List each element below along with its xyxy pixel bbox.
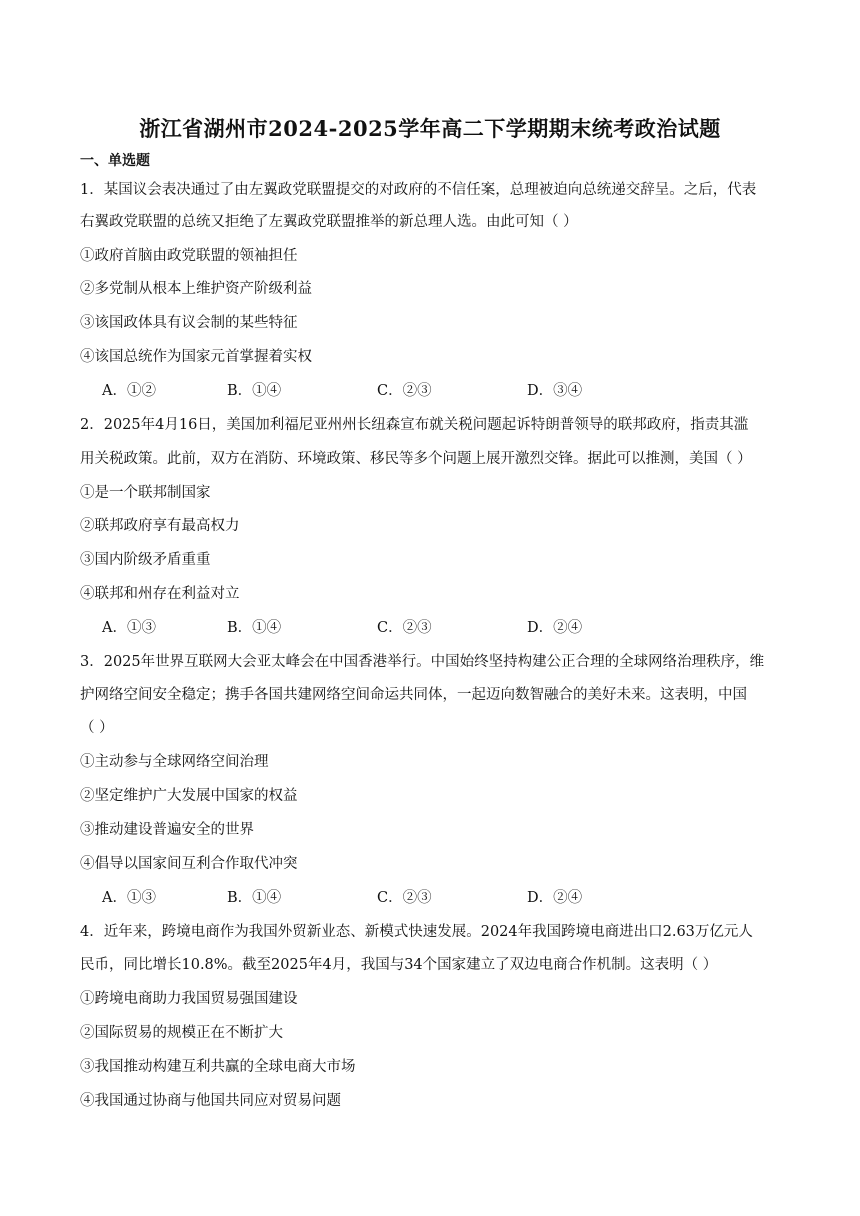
question-1-stem-line: 1．某国议会表决通过了由左翼政党联盟提交的对政府的不信任案，总理被迫向总统递交辞呈。之后，代表 — [80, 182, 757, 198]
question-2-option: ①是一个联邦制国家 — [80, 485, 211, 501]
choice-a: A．①③ — [102, 890, 156, 906]
question-4-option: ①跨境电商助力我国贸易强国建设 — [80, 991, 298, 1007]
choice-c: C．②③ — [377, 890, 432, 906]
question-4-stem-line: 民币，同比增长10.8%。截至2025年4月，我国与34个国家建立了双边电商合作机制。这表明（ ） — [80, 957, 718, 973]
question-4-option: ②国际贸易的规模正在不断扩大 — [80, 1025, 283, 1041]
choice-c: C．②③ — [377, 620, 432, 636]
question-2-option: ②联邦政府享有最高权力 — [80, 518, 240, 534]
question-1-option: ①政府首脑由政党联盟的领袖担任 — [80, 248, 298, 264]
question-3-option: ③推动建设普遍安全的世界 — [80, 822, 254, 838]
question-3-stem-line: 3．2025年世界互联网大会亚太峰会在中国香港举行。中国始终坚持构建公正合理的全球网络治理秩序，维 — [80, 654, 765, 670]
question-2-stem-line: 2．2025年4月16日，美国加利福尼亚州州长纽森宣布就关税问题起诉特朗普领导的联邦政府，指责其滥 — [80, 417, 749, 433]
question-1-stem-line: 右翼政党联盟的总统又拒绝了左翼政党联盟推举的新总理人选。由此可知（ ） — [80, 214, 578, 230]
question-1-option: ②多党制从根本上维护资产阶级利益 — [80, 281, 312, 297]
question-3-stem-line: （ ） — [80, 720, 114, 736]
choice-a: A．①② — [102, 383, 156, 399]
choice-d: D．②④ — [527, 890, 583, 906]
question-3-option: ②坚定维护广大发展中国家的权益 — [80, 788, 298, 804]
question-3-option: ④倡导以国家间互利合作取代冲突 — [80, 856, 298, 872]
question-3-stem-line: 护网络空间安全稳定；携手各国共建网络空间命运共同体，一起迈向数智融合的美好未来。这表明，中国 — [80, 687, 747, 703]
question-1-option: ③该国政体具有议会制的某些特征 — [80, 315, 298, 331]
choice-d: D．②④ — [527, 620, 583, 636]
question-3-option: ①主动参与全球网络空间治理 — [80, 754, 269, 770]
question-2-option: ④联邦和州存在利益对立 — [80, 586, 240, 602]
question-4-stem-line: 4．近年来，跨境电商作为我国外贸新业态、新模式快速发展。2024年我国跨境电商进出口2.63万亿元人 — [80, 924, 753, 940]
section-heading: 一、单选题 — [80, 153, 150, 169]
question-2-option: ③国内阶级矛盾重重 — [80, 552, 211, 568]
question-2-stem-line: 用关税政策。此前，双方在消防、环境政策、移民等多个问题上展开激烈交锋。据此可以推测，美国（ ） — [80, 451, 752, 467]
choice-d: D．③④ — [527, 383, 583, 399]
choice-a: A．①③ — [102, 620, 156, 636]
question-4-option: ③我国推动构建互利共赢的全球电商大市场 — [80, 1059, 356, 1075]
question-4-option: ④我国通过协商与他国共同应对贸易问题 — [80, 1093, 341, 1109]
choice-b: B．①④ — [227, 383, 282, 399]
choice-b: B．①④ — [227, 890, 282, 906]
choice-c: C．②③ — [377, 383, 432, 399]
page-title: 浙江省湖州市2024-2025学年高二下学期期末统考政治试题 — [139, 116, 721, 141]
choice-b: B．①④ — [227, 620, 282, 636]
question-1-option: ④该国总统作为国家元首掌握着实权 — [80, 349, 312, 365]
